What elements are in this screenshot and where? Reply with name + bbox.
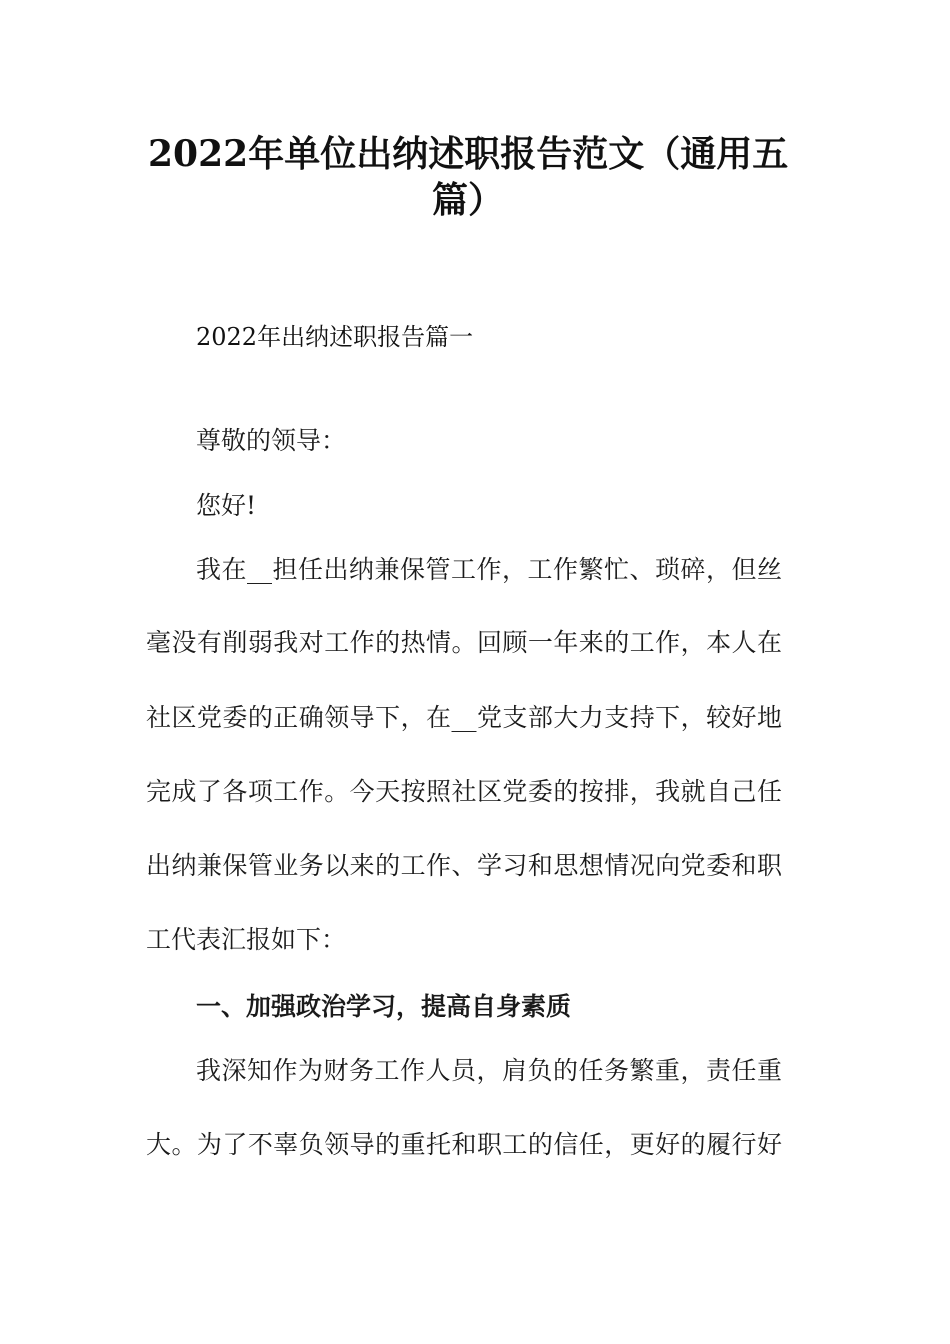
section-heading: 2022年出纳述职报告篇一 (196, 323, 474, 351)
document-title-line-1: 2022年单位出纳述职报告范文（通用五 (148, 133, 789, 175)
paragraph2-line: 大。为了不辜负领导的重托和职工的信任，更好的履行好 (146, 1130, 782, 1159)
subheading-political-study: 一、加强政治学习，提高自身素质 (196, 992, 572, 1021)
paragraph1-line: 我在__担任出纳兼保管工作，工作繁忙、琐碎，但丝 (196, 555, 782, 584)
paragraph2-line: 我深知作为财务工作人员，肩负的任务繁重，责任重 (196, 1056, 782, 1085)
paragraph1-line: 工代表汇报如下： (146, 925, 347, 954)
paragraph1-line: 毫没有削弱我对工作的热情。回顾一年来的工作，本人在 (146, 628, 782, 657)
greeting: 您好! (196, 491, 257, 520)
paragraph1-line: 社区党委的正确领导下，在__党支部大力支持下，较好地 (146, 703, 782, 732)
document-title-line-2: 篇） (431, 179, 504, 221)
paragraph1-line: 出纳兼保管业务以来的工作、学习和思想情况向党委和职 (146, 851, 782, 880)
paragraph1-line: 完成了各项工作。今天按照社区党委的按排，我就自己任 (146, 777, 782, 806)
salutation: 尊敬的领导： (196, 426, 347, 455)
